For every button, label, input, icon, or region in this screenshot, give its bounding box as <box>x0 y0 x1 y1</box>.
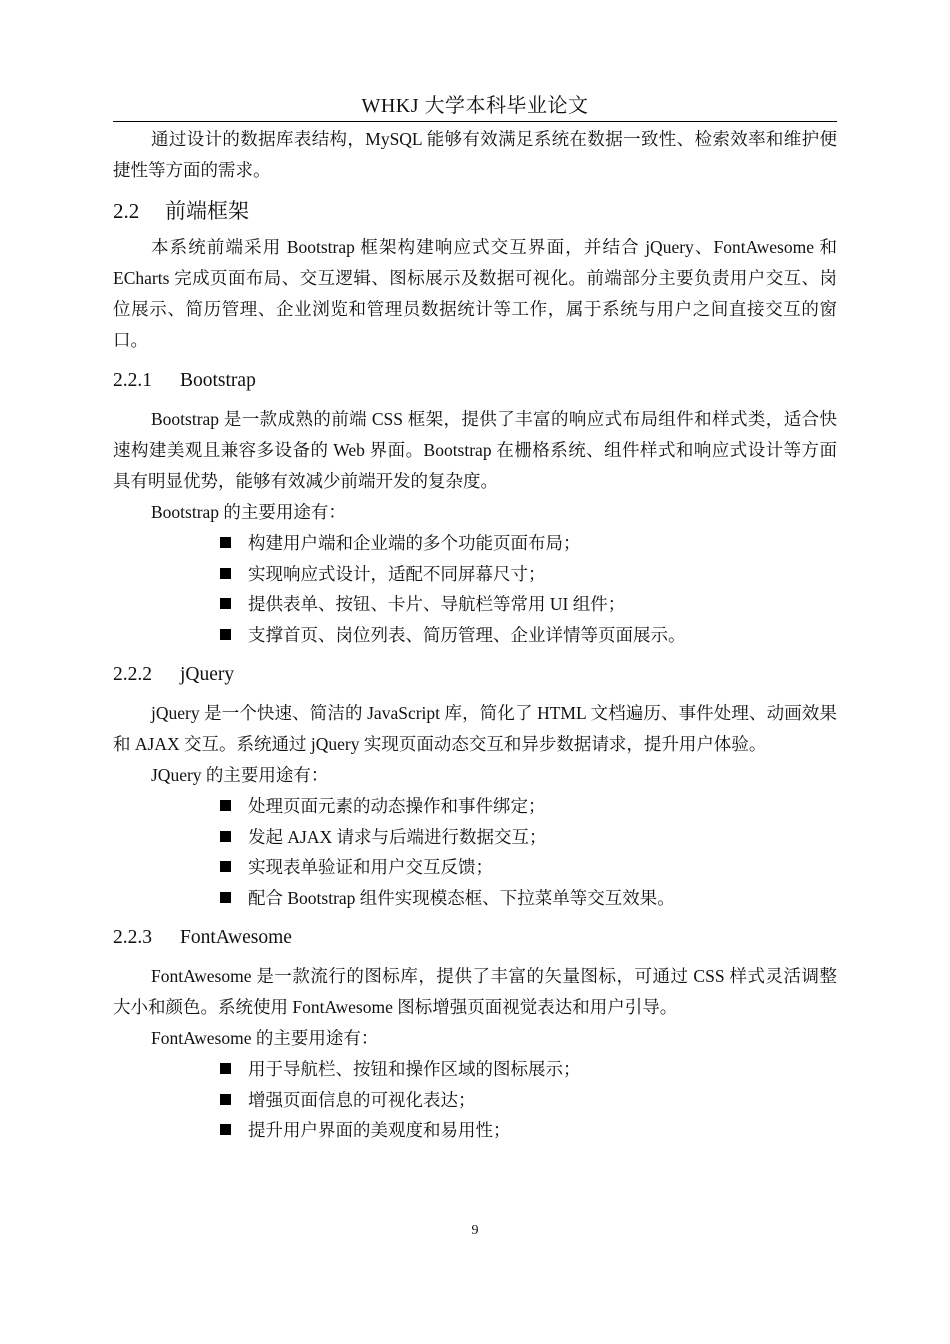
jquery-uses-list <box>113 791 837 913</box>
list-item-text: 配合 Bootstrap 组件实现模态框、下拉菜单等交互效果。 <box>248 887 675 908</box>
list-item-text: 用于导航栏、按钮和操作区域的图标展示； <box>248 1059 581 1079</box>
list-item-text: 支撑首页、岗位列表、简历管理、企业详情等页面展示。 <box>248 624 686 645</box>
section-heading-2-2-1 <box>113 366 837 396</box>
section-2-2-2-paragraph: jQuery 是一个快速、简洁的 JavaScript 库，简化了 HTML 文档遍历、事件处理、动画效果和 AJAX 交互。系统通过 jQuery 实现页面动态交互和异步数据请求，提升用户体验。 <box>113 703 837 754</box>
uses-label: Bootstrap 的主要用途有： <box>151 502 346 522</box>
list-item-text: 构建用户端和企业端的多个功能页面布局； <box>248 533 581 553</box>
section-heading-2-2-3 <box>113 923 837 953</box>
uses-label: FontAwesome 的主要用途有： <box>151 1028 379 1048</box>
section-number: 2.2.3 <box>113 927 152 948</box>
header-rule <box>113 121 837 122</box>
list-item <box>220 589 837 620</box>
list-item <box>220 1115 837 1146</box>
square-bullet-icon <box>220 892 231 903</box>
list-item-text: 实现响应式设计，适配不同屏幕尺寸； <box>248 563 546 584</box>
section-2-2-3-paragraph: FontAwesome 是一款流行的图标库，提供了丰富的矢量图标，可通过 CSS 样式灵活调整大小和颜色。系统使用 FontAwesome 图标增强页面视觉表达和用户引导。 <box>113 966 837 1017</box>
fontawesome-uses-list <box>113 1054 837 1146</box>
list-item-text: 处理页面元素的动态操作和事件绑定； <box>248 796 546 816</box>
list-item <box>220 791 837 822</box>
square-bullet-icon <box>220 629 231 640</box>
square-bullet-icon <box>220 861 231 872</box>
list-item-text: 提升用户界面的美观度和易用性； <box>248 1120 511 1140</box>
section-number: 2.2.1 <box>113 370 152 391</box>
square-bullet-icon <box>220 1063 231 1074</box>
page-header-title: WHKJ 大学本科毕业论文 <box>361 95 589 117</box>
square-bullet-icon <box>220 568 231 579</box>
section-title: jQuery <box>180 664 235 685</box>
square-bullet-icon <box>220 537 231 548</box>
list-item-text: 增强页面信息的可视化表达； <box>248 1089 476 1110</box>
section-title: Bootstrap <box>180 370 256 391</box>
page-number: 9 <box>471 1223 479 1238</box>
page-content <box>113 124 837 1146</box>
square-bullet-icon <box>220 831 231 842</box>
square-bullet-icon <box>220 598 231 609</box>
list-item <box>220 559 837 590</box>
section-2-2-paragraph: 本系统前端采用 Bootstrap 框架构建响应式交互界面，并结合 jQuery、FontAwesome 和 ECharts 完成页面布局、交互逻辑、图标展示及数据可视化。前端部分主要负责用户交互、岗位展示、简历管理、企业浏览和管理员数据统计等工作，属于系统与用户之间直接交互的窗口。 <box>113 237 837 350</box>
section-title: 前端框架 <box>165 199 249 223</box>
list-item <box>220 528 837 559</box>
section-heading-2-2-2 <box>113 660 837 690</box>
section-2-2-1-paragraph: Bootstrap 是一款成熟的前端 CSS 框架，提供了丰富的响应式布局组件和样式类，适合快速构建美观且兼容多设备的 Web 界面。Bootstrap 在栅格系统、组件样式和响应式设计等方面具有明显优势，能够有效减少前端开发的复杂度。 <box>113 409 837 491</box>
list-item-text: 发起 AJAX 请求与后端进行数据交互； <box>248 826 547 847</box>
list-item <box>220 620 837 651</box>
section-heading-2-2 <box>113 196 837 226</box>
list-item <box>220 822 837 853</box>
intro-paragraph: 通过设计的数据库表结构，MySQL 能够有效满足系统在数据一致性、检索效率和维护便捷性等方面的需求。 <box>113 129 837 180</box>
section-number: 2.2.2 <box>113 664 152 685</box>
list-item <box>220 1085 837 1116</box>
section-number: 2.2 <box>113 199 140 223</box>
list-item-text: 实现表单验证和用户交互反馈； <box>248 857 493 877</box>
bootstrap-uses-list <box>113 528 837 650</box>
list-item <box>220 852 837 883</box>
list-item <box>220 1054 837 1085</box>
square-bullet-icon <box>220 1124 231 1135</box>
square-bullet-icon <box>220 800 231 811</box>
square-bullet-icon <box>220 1094 231 1105</box>
section-title: FontAwesome <box>180 927 292 948</box>
list-item <box>220 883 837 914</box>
uses-label: JQuery 的主要用途有： <box>151 765 329 785</box>
list-item-text: 提供表单、按钮、卡片、导航栏等常用 UI 组件； <box>248 594 626 614</box>
